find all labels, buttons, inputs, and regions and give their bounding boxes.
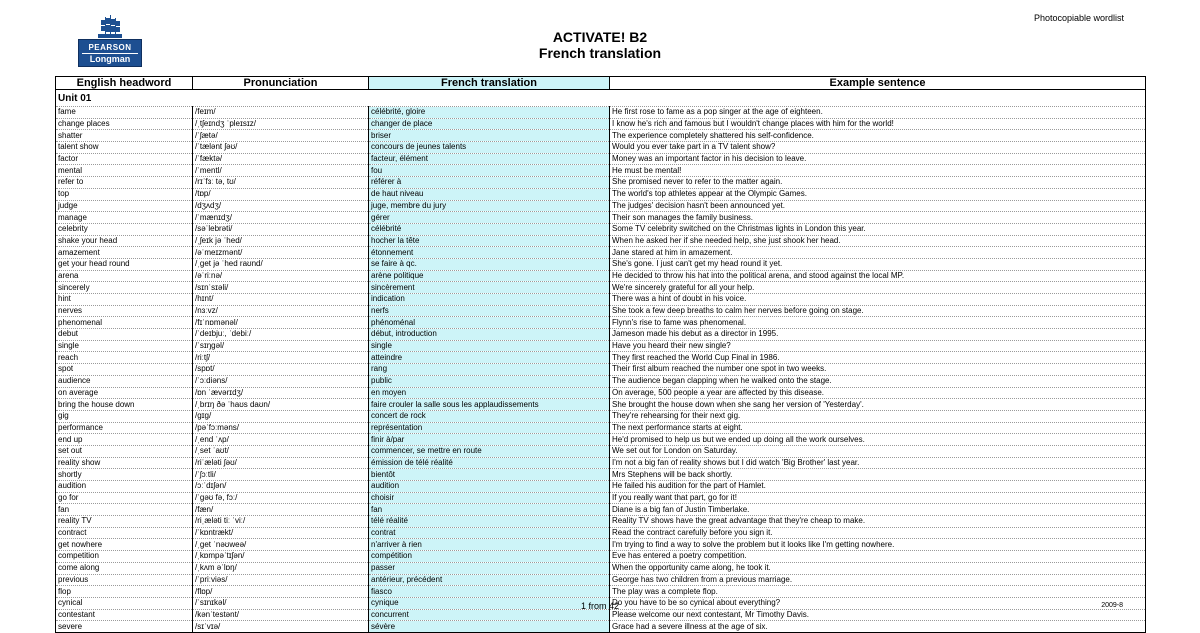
french-cell: rang xyxy=(369,364,610,376)
pronunciation-cell: /riˌæləti tiː ˈviː/ xyxy=(193,516,369,528)
edition-date: 2009-8 xyxy=(1101,602,1123,609)
pronunciation-cell: /ˈʃætə/ xyxy=(193,130,369,142)
pronunciation-cell: /ɒn ˈævərɪdʒ/ xyxy=(193,387,369,399)
example-cell: The audience began clapping when he walked onto the stage. xyxy=(610,375,1146,387)
example-cell: Flynn's rise to fame was phenomenal. xyxy=(610,317,1146,329)
pronunciation-cell: /ˈɡəʊ fə, fɔː/ xyxy=(193,492,369,504)
photocopiable-note: Photocopiable wordlist xyxy=(1033,13,1124,23)
headword-cell: talent show xyxy=(56,142,193,154)
pronunciation-cell: /ˈmentl/ xyxy=(193,165,369,177)
pronunciation-cell: /tɒp/ xyxy=(193,188,369,200)
pronunciation-cell: /ˈsɪŋɡəl/ xyxy=(193,340,369,352)
pronunciation-cell: /ˌkʌm əˈlɒŋ/ xyxy=(193,562,369,574)
headword-cell: shortly xyxy=(56,469,193,481)
french-cell: concours de jeunes talents xyxy=(369,142,610,154)
unit-heading-row xyxy=(56,90,1146,107)
example-cell: Jane stared at him in amazement. xyxy=(610,247,1146,259)
headword-cell: amazement xyxy=(56,247,193,259)
example-cell: I'm trying to find a way to solve the problem but it looks like I'm getting nowhere. xyxy=(610,539,1146,551)
table-row xyxy=(56,492,1146,504)
example-cell: The world's top athletes appear at the Olympic Games. xyxy=(610,188,1146,200)
example-cell: She's gone. I just can't get my head round it yet. xyxy=(610,258,1146,270)
headword-cell: phenomenal xyxy=(56,317,193,329)
table-row xyxy=(56,586,1146,598)
column-header-french: French translation xyxy=(369,77,610,90)
pronunciation-cell: /riˈæləti ʃəʊ/ xyxy=(193,457,369,469)
table-row xyxy=(56,410,1146,422)
pronunciation-cell: /ɔːˈdɪʃən/ xyxy=(193,481,369,493)
headword-cell: gig xyxy=(56,410,193,422)
french-cell: choisir xyxy=(369,492,610,504)
headword-cell: contestant xyxy=(56,609,193,621)
headword-cell: audition xyxy=(56,481,193,493)
example-cell: Reality TV shows have the great advantage that they're cheap to make. xyxy=(610,516,1146,528)
example-cell: Would you ever take part in a TV talent show? xyxy=(610,142,1146,154)
example-cell: He must be mental! xyxy=(610,165,1146,177)
table-row xyxy=(56,247,1146,259)
pronunciation-cell: /ˌkɒmpəˈtɪʃən/ xyxy=(193,551,369,563)
table-row xyxy=(56,364,1146,376)
example-cell: The play was a complete flop. xyxy=(610,586,1146,598)
document-title: ACTIVATE! B2 xyxy=(552,29,648,45)
headword-cell: refer to xyxy=(56,177,193,189)
french-cell: fan xyxy=(369,504,610,516)
pronunciation-cell: /ˈsɪnɪkəl/ xyxy=(193,597,369,609)
table-row xyxy=(56,270,1146,282)
pronunciation-cell: /riːtʃ/ xyxy=(193,352,369,364)
table-row xyxy=(56,282,1146,294)
pronunciation-cell: /əˈriːnə/ xyxy=(193,270,369,282)
example-cell: He decided to throw his hat into the political arena, and stood against the local MP. xyxy=(610,270,1146,282)
example-cell: Their first album reached the number one spot in two weeks. xyxy=(610,364,1146,376)
table-row xyxy=(56,153,1146,165)
example-cell: If you really want that part, go for it! xyxy=(610,492,1146,504)
french-cell: concert de rock xyxy=(369,410,610,422)
headword-cell: competition xyxy=(56,551,193,563)
french-cell: représentation xyxy=(369,422,610,434)
table-row xyxy=(56,165,1146,177)
french-cell: atteindre xyxy=(369,352,610,364)
column-header-headword: English headword xyxy=(56,77,193,90)
pronunciation-cell: /fɪˈnɒmənəl/ xyxy=(193,317,369,329)
example-cell: Do you have to be so cynical about everything? xyxy=(610,597,1146,609)
document-subtitle: French translation xyxy=(538,45,662,61)
table-row xyxy=(56,445,1146,457)
table-row xyxy=(56,574,1146,586)
french-cell: juge, membre du jury xyxy=(369,200,610,212)
example-cell: Jameson made his debut as a director in 1995. xyxy=(610,329,1146,341)
table-row xyxy=(56,212,1146,224)
headword-cell: performance xyxy=(56,422,193,434)
french-cell: arène politique xyxy=(369,270,610,282)
headword-cell: severe xyxy=(56,621,193,633)
example-cell: The judges' decision hasn't been announced yet. xyxy=(610,200,1146,212)
example-cell: When the opportunity came along, he took it. xyxy=(610,562,1146,574)
french-cell: sincèrement xyxy=(369,282,610,294)
headword-cell: on average xyxy=(56,387,193,399)
pronunciation-cell: /rɪˈfɜː tə, tʊ/ xyxy=(193,177,369,189)
table-row xyxy=(56,562,1146,574)
example-cell: Have you heard their new single? xyxy=(610,340,1146,352)
headword-cell: reality show xyxy=(56,457,193,469)
pronunciation-cell: /ˌtʃeɪndʒ ˈpleɪsɪz/ xyxy=(193,118,369,130)
pronunciation-cell: /əˈmeɪzmənt/ xyxy=(193,247,369,259)
example-cell: I'm not a big fan of reality shows but I did watch 'Big Brother' last year. xyxy=(610,457,1146,469)
pronunciation-cell: /spɒt/ xyxy=(193,364,369,376)
example-cell: There was a hint of doubt in his voice. xyxy=(610,294,1146,306)
headword-cell: contract xyxy=(56,527,193,539)
column-header-example: Example sentence xyxy=(610,77,1146,90)
headword-cell: shake your head xyxy=(56,235,193,247)
french-cell: finir à/par xyxy=(369,434,610,446)
french-cell: antérieur, précédent xyxy=(369,574,610,586)
example-cell: The experience completely shattered his self-confidence. xyxy=(610,130,1146,142)
pronunciation-cell: /ˌset ˈaʊt/ xyxy=(193,445,369,457)
table-row xyxy=(56,516,1146,528)
french-cell: n'arriver à rien xyxy=(369,539,610,551)
headword-cell: get your head round xyxy=(56,258,193,270)
french-cell: bientôt xyxy=(369,469,610,481)
example-cell: The next performance starts at eight. xyxy=(610,422,1146,434)
french-cell: single xyxy=(369,340,610,352)
french-cell: célébrité xyxy=(369,223,610,235)
headword-cell: spot xyxy=(56,364,193,376)
headword-cell: shatter xyxy=(56,130,193,142)
french-cell: compétition xyxy=(369,551,610,563)
french-cell: télé réalité xyxy=(369,516,610,528)
example-cell: She promised never to refer to the matter again. xyxy=(610,177,1146,189)
french-cell: audition xyxy=(369,481,610,493)
pronunciation-cell: /dʒʌdʒ/ xyxy=(193,200,369,212)
table-row xyxy=(56,340,1146,352)
french-cell: public xyxy=(369,375,610,387)
table-row xyxy=(56,305,1146,317)
headword-cell: single xyxy=(56,340,193,352)
wordlist-table xyxy=(55,76,1146,633)
table-row xyxy=(56,375,1146,387)
logo-pearson-text: PEARSON xyxy=(88,43,132,52)
unit-heading: Unit 01 xyxy=(56,90,1146,107)
headword-cell: get nowhere xyxy=(56,539,193,551)
french-cell: fiasco xyxy=(369,586,610,598)
example-cell: She brought the house down when she sang her version of 'Yesterday'. xyxy=(610,399,1146,411)
headword-cell: bring the house down xyxy=(56,399,193,411)
table-row xyxy=(56,457,1146,469)
headword-cell: debut xyxy=(56,329,193,341)
french-cell: nerfs xyxy=(369,305,610,317)
french-cell: hocher la tête xyxy=(369,235,610,247)
pronunciation-cell: /ˌʃeɪk jə ˈhed/ xyxy=(193,235,369,247)
example-cell: He'd promised to help us but we ended up doing all the work ourselves. xyxy=(610,434,1146,446)
headword-cell: reality TV xyxy=(56,516,193,528)
table-row xyxy=(56,107,1146,119)
table-row xyxy=(56,223,1146,235)
headword-cell: fame xyxy=(56,107,193,119)
example-cell: When he asked her if she needed help, she just shook her head. xyxy=(610,235,1146,247)
table-row xyxy=(56,481,1146,493)
table-row xyxy=(56,294,1146,306)
example-cell: George has two children from a previous marriage. xyxy=(610,574,1146,586)
headword-cell: top xyxy=(56,188,193,200)
headword-cell: sincerely xyxy=(56,282,193,294)
table-row xyxy=(56,188,1146,200)
french-cell: se faire à qc. xyxy=(369,258,610,270)
french-cell: début, introduction xyxy=(369,329,610,341)
headword-cell: audience xyxy=(56,375,193,387)
pronunciation-cell: /ˈdeɪbjuː, ˈdebiː/ xyxy=(193,329,369,341)
pronunciation-cell: /ˌɡet ˈnəʊweə/ xyxy=(193,539,369,551)
table-row xyxy=(56,387,1146,399)
table-row xyxy=(56,621,1146,633)
french-cell: fou xyxy=(369,165,610,177)
table-row xyxy=(56,177,1146,189)
pronunciation-cell: /ɡɪɡ/ xyxy=(193,410,369,422)
french-cell: en moyen xyxy=(369,387,610,399)
example-cell: He first rose to fame as a pop singer at the age of eighteen. xyxy=(610,107,1146,119)
pronunciation-cell: /pəˈfɔːməns/ xyxy=(193,422,369,434)
headword-cell: set out xyxy=(56,445,193,457)
pronunciation-cell: /feɪm/ xyxy=(193,107,369,119)
french-cell: référer à xyxy=(369,177,610,189)
example-cell: Eve has entered a poetry competition. xyxy=(610,551,1146,563)
french-cell: émission de télé réalité xyxy=(369,457,610,469)
pronunciation-cell: /fæn/ xyxy=(193,504,369,516)
example-cell: Please welcome our next contestant, Mr Timothy Davis. xyxy=(610,609,1146,621)
example-cell: Mrs Stephens will be back shortly. xyxy=(610,469,1146,481)
table-header-row xyxy=(56,77,1146,90)
example-cell: Read the contract carefully before you sign it. xyxy=(610,527,1146,539)
table-row xyxy=(56,434,1146,446)
example-cell: Their son manages the family business. xyxy=(610,212,1146,224)
table-row xyxy=(56,422,1146,434)
headword-cell: nerves xyxy=(56,305,193,317)
headword-cell: previous xyxy=(56,574,193,586)
table-row xyxy=(56,469,1146,481)
table-row xyxy=(56,317,1146,329)
page-number: 1 from 42 xyxy=(580,601,620,611)
table-row xyxy=(56,200,1146,212)
pronunciation-cell: /nɜːvz/ xyxy=(193,305,369,317)
french-cell: contrat xyxy=(369,527,610,539)
pronunciation-cell: /ˈɔːdiəns/ xyxy=(193,375,369,387)
example-cell: They're rehearsing for their next gig. xyxy=(610,410,1146,422)
table-row xyxy=(56,142,1146,154)
pronunciation-cell: /ˌɡet jə ˈhed raʊnd/ xyxy=(193,258,369,270)
headword-cell: reach xyxy=(56,352,193,364)
pronunciation-cell: /ˌbrɪŋ ðə ˈhaʊs daʊn/ xyxy=(193,399,369,411)
french-cell: faire crouler la salle sous les applaudissements xyxy=(369,399,610,411)
french-cell: indication xyxy=(369,294,610,306)
headword-cell: arena xyxy=(56,270,193,282)
example-cell: Grace had a severe illness at the age of six. xyxy=(610,621,1146,633)
french-cell: commencer, se mettre en route xyxy=(369,445,610,457)
headword-cell: flop xyxy=(56,586,193,598)
table-row xyxy=(56,527,1146,539)
headword-cell: come along xyxy=(56,562,193,574)
french-cell: cynique xyxy=(369,597,610,609)
french-cell: concurrent xyxy=(369,609,610,621)
pronunciation-cell: /sɪˈvɪə/ xyxy=(193,621,369,633)
example-cell: Some TV celebrity switched on the Christmas lights in London this year. xyxy=(610,223,1146,235)
headword-cell: judge xyxy=(56,200,193,212)
headword-cell: hint xyxy=(56,294,193,306)
pronunciation-cell: /səˈlebrəti/ xyxy=(193,223,369,235)
example-cell: Money was an important factor in his decision to leave. xyxy=(610,153,1146,165)
table-row xyxy=(56,130,1146,142)
headword-cell: end up xyxy=(56,434,193,446)
table-row xyxy=(56,329,1146,341)
table-row xyxy=(56,235,1146,247)
french-cell: étonnement xyxy=(369,247,610,259)
logo-longman-text: Longman xyxy=(82,53,138,65)
pronunciation-cell: /hɪnt/ xyxy=(193,294,369,306)
french-cell: phénoménal xyxy=(369,317,610,329)
french-cell: sévère xyxy=(369,621,610,633)
table-row xyxy=(56,551,1146,563)
pronunciation-cell: /ˈpriːviəs/ xyxy=(193,574,369,586)
headword-cell: manage xyxy=(56,212,193,224)
example-cell: We're sincerely grateful for all your help. xyxy=(610,282,1146,294)
french-cell: changer de place xyxy=(369,118,610,130)
french-cell: facteur, élément xyxy=(369,153,610,165)
french-cell: gérer xyxy=(369,212,610,224)
example-cell: Diane is a big fan of Justin Timberlake. xyxy=(610,504,1146,516)
example-cell: On average, 500 people a year are affected by this disease. xyxy=(610,387,1146,399)
headword-cell: celebrity xyxy=(56,223,193,235)
table-row xyxy=(56,539,1146,551)
example-cell: We set out for London on Saturday. xyxy=(610,445,1146,457)
french-cell: célébrité, gloire xyxy=(369,107,610,119)
pronunciation-cell: /kənˈtestənt/ xyxy=(193,609,369,621)
headword-cell: change places xyxy=(56,118,193,130)
pronunciation-cell: /sɪnˈsɪəli/ xyxy=(193,282,369,294)
headword-cell: fan xyxy=(56,504,193,516)
example-cell: He failed his audition for the part of Hamlet. xyxy=(610,481,1146,493)
pronunciation-cell: /flɒp/ xyxy=(193,586,369,598)
french-cell: de haut niveau xyxy=(369,188,610,200)
table-row xyxy=(56,258,1146,270)
headword-cell: factor xyxy=(56,153,193,165)
french-cell: passer xyxy=(369,562,610,574)
headword-cell: cynical xyxy=(56,597,193,609)
table-row xyxy=(56,504,1146,516)
pronunciation-cell: /ˌend ˈʌp/ xyxy=(193,434,369,446)
headword-cell: go for xyxy=(56,492,193,504)
example-cell: She took a few deep breaths to calm her nerves before going on stage. xyxy=(610,305,1146,317)
pronunciation-cell: /ˈfæktə/ xyxy=(193,153,369,165)
example-cell: They first reached the World Cup Final in 1986. xyxy=(610,352,1146,364)
pronunciation-cell: /ˈʃɔːtli/ xyxy=(193,469,369,481)
table-row xyxy=(56,118,1146,130)
pronunciation-cell: /ˈtælənt ʃəʊ/ xyxy=(193,142,369,154)
pronunciation-cell: /ˈmænɪdʒ/ xyxy=(193,212,369,224)
table-row xyxy=(56,399,1146,411)
french-cell: briser xyxy=(369,130,610,142)
headword-cell: mental xyxy=(56,165,193,177)
column-header-pronunciation: Pronunciation xyxy=(193,77,369,90)
table-row xyxy=(56,352,1146,364)
pronunciation-cell: /ˈkɒntrækt/ xyxy=(193,527,369,539)
example-cell: I know he's rich and famous but I wouldn't change places with him for the world! xyxy=(610,118,1146,130)
